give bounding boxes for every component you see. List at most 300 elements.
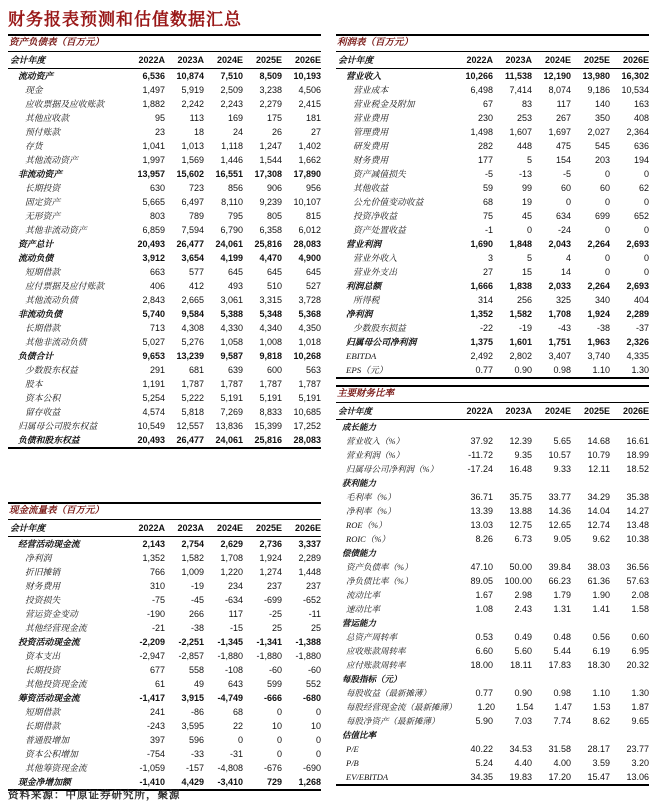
row-label: 研发费用 bbox=[353, 141, 389, 151]
page-title: 财务报表预测和估值数据汇总 bbox=[8, 10, 242, 29]
table-row bbox=[336, 546, 649, 560]
table-row bbox=[336, 349, 649, 363]
cell-value: 0 bbox=[276, 735, 282, 745]
cell-value: 9.65 bbox=[631, 716, 649, 726]
cell-value: 13.03 bbox=[470, 520, 493, 530]
cell-value: 2,143 bbox=[142, 539, 165, 549]
cell-value: -666 bbox=[263, 693, 282, 703]
cell-value: 282 bbox=[477, 141, 493, 151]
cell-value: 7,510 bbox=[220, 71, 243, 81]
cell-value: 4,470 bbox=[259, 253, 282, 263]
year-header: 2024E bbox=[216, 523, 243, 533]
cell-value: 1.30 bbox=[631, 365, 649, 375]
table-row bbox=[8, 419, 321, 433]
table-row bbox=[336, 770, 649, 784]
cell-value: 4,574 bbox=[142, 407, 165, 417]
cell-value: 37.92 bbox=[470, 436, 493, 446]
cell-value: 652 bbox=[633, 211, 649, 221]
cell-value: 14.68 bbox=[587, 436, 610, 446]
row-label: 流动负债 bbox=[18, 253, 54, 263]
row-label: 每股收益（最新摊薄） bbox=[346, 688, 432, 698]
cell-value: 723 bbox=[188, 183, 204, 193]
cell-value bbox=[610, 420, 649, 434]
table-row bbox=[336, 616, 649, 630]
cell-value: -11 bbox=[308, 609, 321, 619]
cell-value: 1,607 bbox=[509, 127, 532, 137]
cell-value: 1.20 bbox=[477, 702, 496, 712]
cell-value: 0 bbox=[526, 225, 532, 235]
table-row bbox=[336, 251, 649, 265]
cell-value: 13,980 bbox=[582, 71, 610, 81]
cell-value: 3,595 bbox=[181, 721, 204, 731]
cell-value: 577 bbox=[188, 267, 204, 277]
cell-value: 6,790 bbox=[220, 225, 243, 235]
table-row bbox=[8, 607, 321, 621]
cell-value: 8,074 bbox=[548, 85, 571, 95]
cell-value: -75 bbox=[151, 595, 165, 605]
income-statement-table bbox=[336, 34, 649, 379]
table-row bbox=[336, 448, 649, 462]
row-label: 营业利润 bbox=[346, 239, 382, 249]
row-label: 管理费用 bbox=[353, 127, 389, 137]
cell-value: 1,220 bbox=[220, 567, 243, 577]
table-row bbox=[8, 579, 321, 593]
cell-value: 3,915 bbox=[181, 693, 204, 703]
row-label: ROE（%） bbox=[346, 520, 387, 530]
header-label: 会计年度 bbox=[338, 406, 373, 416]
cell-value: 99 bbox=[521, 183, 532, 193]
cell-value: 4,199 bbox=[220, 253, 243, 263]
cell-value: 49 bbox=[193, 679, 204, 689]
cell-value: -25 bbox=[268, 609, 282, 619]
cell-value: 12.39 bbox=[509, 436, 532, 446]
year-header: 2026E bbox=[622, 406, 649, 416]
cell-value: 2,243 bbox=[220, 99, 243, 109]
cell-value: 5,368 bbox=[298, 309, 321, 319]
cell-value: 4,340 bbox=[259, 323, 282, 333]
cell-value: 60 bbox=[599, 183, 610, 193]
cell-value: 805 bbox=[266, 211, 282, 221]
cell-value: 1,268 bbox=[298, 777, 321, 787]
cell-value bbox=[610, 616, 649, 630]
cell-value: 1,544 bbox=[259, 155, 282, 165]
row-label: 毛利率（%） bbox=[346, 492, 396, 502]
cell-value: 5,191 bbox=[259, 393, 282, 403]
table-row bbox=[336, 672, 649, 686]
cell-value: -1,059 bbox=[139, 763, 165, 773]
row-label: 经营活动现金流 bbox=[18, 539, 80, 549]
cell-value bbox=[532, 728, 571, 742]
cell-value: 325 bbox=[555, 295, 571, 305]
cell-value: 1,058 bbox=[220, 337, 243, 347]
cell-value: 636 bbox=[633, 141, 649, 151]
year-header: 2026E bbox=[294, 55, 321, 65]
header-label: 会计年度 bbox=[10, 523, 46, 533]
table-row bbox=[336, 476, 649, 490]
cell-value bbox=[454, 420, 493, 434]
cell-value: 4,350 bbox=[298, 323, 321, 333]
cell-value: 18.11 bbox=[510, 660, 532, 670]
row-label: 归属母公司净利润（%） bbox=[346, 464, 439, 474]
table-row bbox=[8, 565, 321, 579]
cell-value: 40.22 bbox=[470, 744, 493, 754]
cell-value: 1,247 bbox=[259, 141, 282, 151]
cell-value: -108 bbox=[224, 665, 243, 675]
year-header: 2024E bbox=[216, 55, 243, 65]
cell-value: 0 bbox=[643, 197, 649, 207]
cell-value: 17.20 bbox=[548, 772, 571, 782]
cell-value: 5,222 bbox=[181, 393, 204, 403]
cell-value: 9.05 bbox=[553, 534, 571, 544]
cell-value: -38 bbox=[596, 323, 610, 333]
table-row bbox=[8, 537, 321, 551]
cell-value: 10,193 bbox=[293, 71, 321, 81]
cell-value: 5,348 bbox=[259, 309, 282, 319]
cell-value: 75 bbox=[482, 211, 493, 221]
cell-value: -31 bbox=[229, 749, 243, 759]
cell-value: 13.06 bbox=[626, 772, 649, 782]
cell-value: 68 bbox=[232, 707, 243, 717]
row-label: 获利能力 bbox=[342, 478, 377, 488]
cell-value: 2,289 bbox=[298, 553, 321, 563]
cell-value bbox=[571, 420, 610, 434]
cell-value: 38.03 bbox=[587, 562, 610, 572]
table-row bbox=[336, 321, 649, 335]
cell-value: 15,399 bbox=[254, 421, 282, 431]
cell-value: 643 bbox=[227, 679, 243, 689]
row-label: 其他非流动资产 bbox=[25, 225, 87, 235]
cell-value: 181 bbox=[305, 113, 321, 123]
cell-value: 1,498 bbox=[470, 127, 493, 137]
cell-value: -11.72 bbox=[468, 450, 493, 460]
cell-value: 253 bbox=[516, 113, 532, 123]
cell-value: 7,269 bbox=[220, 407, 243, 417]
table-row bbox=[8, 593, 321, 607]
cell-value: 408 bbox=[633, 113, 649, 123]
row-label: 每股经营现金流（最新摊薄） bbox=[346, 702, 457, 712]
cell-value: 6.60 bbox=[475, 646, 493, 656]
table-row bbox=[336, 462, 649, 476]
cell-value: -1,417 bbox=[139, 693, 165, 703]
cell-value: 1.47 bbox=[554, 702, 573, 712]
table-row bbox=[336, 111, 649, 125]
cell-value: -45 bbox=[190, 595, 204, 605]
cell-value: 0 bbox=[604, 253, 610, 263]
table-row bbox=[8, 621, 321, 635]
cell-value: 4 bbox=[565, 253, 571, 263]
cell-value: 448 bbox=[516, 141, 532, 151]
table-row bbox=[336, 363, 649, 377]
cell-value: 545 bbox=[594, 141, 610, 151]
cell-value: 3,912 bbox=[142, 253, 165, 263]
cell-value: 3,654 bbox=[181, 253, 204, 263]
row-label: 长期借款 bbox=[25, 721, 61, 731]
cell-value: -2,209 bbox=[139, 637, 165, 647]
cell-value: 6.73 bbox=[514, 534, 532, 544]
cell-value: 28.17 bbox=[587, 744, 610, 754]
cell-value: 9.33 bbox=[553, 464, 571, 474]
cell-value: 8,509 bbox=[259, 71, 282, 81]
cell-value bbox=[571, 616, 610, 630]
year-header: 2025E bbox=[583, 406, 610, 416]
year-header: 2026E bbox=[294, 523, 321, 533]
cell-value: 8,110 bbox=[221, 197, 243, 207]
row-label: 其他应收款 bbox=[25, 113, 69, 123]
cell-value: 5,388 bbox=[220, 309, 243, 319]
cell-value: 24 bbox=[232, 127, 243, 137]
cell-value: 0 bbox=[565, 197, 571, 207]
cell-value bbox=[571, 476, 610, 490]
cell-value: 397 bbox=[149, 735, 165, 745]
cell-value: 6,358 bbox=[259, 225, 282, 235]
cell-value: 7.03 bbox=[514, 716, 532, 726]
cell-value bbox=[532, 420, 571, 434]
cell-value: 677 bbox=[149, 665, 165, 675]
cell-value: 699 bbox=[594, 211, 610, 221]
cell-value: -1,388 bbox=[295, 637, 321, 647]
cell-value: 5,191 bbox=[298, 393, 321, 403]
table-row bbox=[336, 293, 649, 307]
cell-value: 1,446 bbox=[220, 155, 243, 165]
cell-value: 45 bbox=[521, 211, 532, 221]
cell-value: 5,740 bbox=[142, 309, 165, 319]
cell-value: 19 bbox=[521, 197, 532, 207]
row-label: 其他经营现金流 bbox=[25, 623, 87, 633]
cell-value bbox=[532, 616, 571, 630]
cell-value: -4,749 bbox=[217, 693, 243, 703]
cell-value: 34.29 bbox=[587, 492, 610, 502]
cell-value: 729 bbox=[266, 777, 282, 787]
row-label: 流动比率 bbox=[346, 590, 381, 600]
cell-value: 12.74 bbox=[587, 520, 610, 530]
cell-value: 527 bbox=[305, 281, 321, 291]
cell-value: 350 bbox=[594, 113, 610, 123]
cell-value: 713 bbox=[149, 323, 165, 333]
row-label: 无形资产 bbox=[25, 211, 61, 221]
cell-value bbox=[610, 476, 649, 490]
cell-value bbox=[454, 728, 493, 742]
cell-value: 6,859 bbox=[142, 225, 165, 235]
cell-value: 4.00 bbox=[553, 758, 571, 768]
table-row bbox=[8, 649, 321, 663]
cell-value: 2,665 bbox=[181, 295, 204, 305]
cell-value: -13 bbox=[518, 169, 532, 179]
cell-value: 234 bbox=[227, 581, 243, 591]
cell-value: 2,264 bbox=[587, 281, 610, 291]
cell-value: 1,708 bbox=[220, 553, 243, 563]
cell-value: 1.10 bbox=[592, 688, 610, 698]
cell-value: 10,874 bbox=[176, 71, 204, 81]
cell-value: 18.00 bbox=[470, 660, 493, 670]
cell-value: 8.62 bbox=[592, 716, 610, 726]
cell-value: 13.48 bbox=[626, 520, 649, 530]
cell-value: 66.23 bbox=[548, 576, 571, 586]
cell-value: 5,191 bbox=[220, 393, 243, 403]
cell-value: 2,754 bbox=[181, 539, 204, 549]
row-label: 其他非流动负债 bbox=[25, 337, 87, 347]
cell-value: 1.08 bbox=[475, 604, 493, 614]
cell-value: -19 bbox=[190, 581, 204, 591]
cell-value: 1.53 bbox=[592, 702, 611, 712]
row-label: P/E bbox=[346, 744, 359, 754]
cell-value: 5.60 bbox=[514, 646, 532, 656]
cell-value: 1.58 bbox=[631, 604, 649, 614]
cell-value: 2,843 bbox=[142, 295, 165, 305]
cell-value: 3 bbox=[487, 253, 493, 263]
cell-value: 61 bbox=[154, 679, 165, 689]
table-row bbox=[8, 733, 321, 747]
cell-value: 1.67 bbox=[475, 590, 493, 600]
cell-value: 2,242 bbox=[181, 99, 204, 109]
cell-value: 9.62 bbox=[592, 534, 610, 544]
cell-value: 6,497 bbox=[181, 197, 204, 207]
cell-value: 1,924 bbox=[259, 553, 282, 563]
table-row bbox=[336, 504, 649, 518]
cell-value: 4,429 bbox=[181, 777, 204, 787]
cell-value: 600 bbox=[266, 365, 282, 375]
cell-value: 34.35 bbox=[470, 772, 493, 782]
table-row bbox=[336, 658, 649, 672]
cell-value: 33.77 bbox=[548, 492, 571, 502]
cell-value: 1,402 bbox=[298, 141, 321, 151]
cell-value: 1,963 bbox=[587, 337, 610, 347]
table-title: 现金流量表（百万元） bbox=[8, 504, 321, 520]
cell-value: 26,477 bbox=[176, 435, 204, 445]
cell-value: 34.53 bbox=[509, 744, 532, 754]
table-row bbox=[8, 293, 321, 307]
table-row bbox=[336, 139, 649, 153]
cell-value: 36.71 bbox=[470, 492, 493, 502]
cell-value: 681 bbox=[188, 365, 204, 375]
row-label: 资产负债率（%） bbox=[346, 562, 413, 572]
cell-value: 5,919 bbox=[181, 85, 204, 95]
cell-value: -676 bbox=[263, 763, 282, 773]
cell-value: -60 bbox=[307, 665, 321, 675]
cell-value: -2,251 bbox=[178, 637, 204, 647]
row-label: P/B bbox=[346, 758, 359, 768]
table-row bbox=[8, 663, 321, 677]
cell-value: -17.24 bbox=[467, 464, 493, 474]
cell-value: 2,509 bbox=[220, 85, 243, 95]
cell-value: 177 bbox=[477, 155, 493, 165]
cell-value: -699 bbox=[263, 595, 282, 605]
cell-value: 1,882 bbox=[142, 99, 165, 109]
cell-value bbox=[532, 672, 571, 686]
cell-value: 14.27 bbox=[626, 506, 649, 516]
cell-value: 7.74 bbox=[553, 716, 571, 726]
table-row bbox=[8, 377, 321, 391]
row-label: 长期投资 bbox=[25, 183, 61, 193]
cell-value bbox=[454, 616, 493, 630]
cell-value: 4,330 bbox=[220, 323, 243, 333]
cell-value bbox=[493, 672, 532, 686]
cell-value: 0.49 bbox=[514, 632, 532, 642]
cell-value: 9,653 bbox=[142, 351, 165, 361]
row-label: 应收票据及应收账款 bbox=[25, 99, 105, 109]
cell-value: -37 bbox=[635, 323, 649, 333]
cell-value: 10 bbox=[310, 721, 321, 731]
cell-value: 0 bbox=[315, 735, 321, 745]
year-header: 2022A bbox=[138, 523, 165, 533]
row-label: 归属母公司股东权益 bbox=[18, 421, 98, 431]
cell-value: 0 bbox=[604, 169, 610, 179]
cell-value: 291 bbox=[149, 365, 165, 375]
cell-value: -60 bbox=[268, 665, 282, 675]
row-label: 负债合计 bbox=[18, 351, 54, 361]
cell-value: 0 bbox=[315, 749, 321, 759]
cell-value: 475 bbox=[555, 141, 571, 151]
row-label: 应付票据及应付账款 bbox=[25, 281, 105, 291]
cell-value: 803 bbox=[149, 211, 165, 221]
table-row bbox=[336, 265, 649, 279]
cell-value: 1,787 bbox=[181, 379, 204, 389]
cell-value: 1,697 bbox=[548, 127, 571, 137]
cell-value: 6,498 bbox=[470, 85, 493, 95]
cell-value: 117 bbox=[556, 99, 571, 109]
cell-value: 6,012 bbox=[298, 225, 321, 235]
cell-value: 0 bbox=[604, 225, 610, 235]
table-row bbox=[336, 686, 649, 700]
cell-value: 5.90 bbox=[475, 716, 493, 726]
cell-value: 856 bbox=[227, 183, 243, 193]
cell-value: 5,254 bbox=[142, 393, 165, 403]
cell-value: 20,493 bbox=[137, 239, 165, 249]
cell-value bbox=[571, 546, 610, 560]
cell-value: 3,238 bbox=[259, 85, 282, 95]
cell-value: 1,924 bbox=[587, 309, 610, 319]
cell-value: 10,685 bbox=[293, 407, 321, 417]
cell-value: 552 bbox=[305, 679, 321, 689]
row-label: 营业外收入 bbox=[353, 253, 397, 263]
cell-value: 2.43 bbox=[514, 604, 532, 614]
row-label: 折旧摊销 bbox=[25, 567, 61, 577]
cell-value: 510 bbox=[266, 281, 282, 291]
row-label: 现金 bbox=[25, 85, 43, 95]
cell-value: 11,538 bbox=[504, 71, 532, 81]
cell-value: 4,308 bbox=[181, 323, 204, 333]
cell-value: 67 bbox=[482, 99, 493, 109]
row-label: 少数股东权益 bbox=[25, 365, 78, 375]
cell-value: 60 bbox=[560, 183, 571, 193]
cell-value: 12,190 bbox=[543, 71, 571, 81]
row-label: 预付账款 bbox=[25, 127, 61, 137]
row-label: 应付账款周转率 bbox=[346, 660, 406, 670]
table-row bbox=[8, 209, 321, 223]
table-row bbox=[336, 700, 649, 714]
cell-value: 1,118 bbox=[221, 141, 243, 151]
cell-value: 25 bbox=[310, 623, 321, 633]
cell-value: -754 bbox=[146, 749, 165, 759]
cell-value: -15 bbox=[229, 623, 243, 633]
cell-value: 154 bbox=[555, 155, 571, 165]
table-row bbox=[8, 195, 321, 209]
cell-value: 256 bbox=[516, 295, 532, 305]
row-label: 营业收入 bbox=[346, 71, 382, 81]
row-label: 每股净资产（最新摊薄） bbox=[346, 716, 440, 726]
balance-sheet-table bbox=[8, 34, 321, 449]
cell-value: 28,083 bbox=[293, 435, 321, 445]
cell-value: 23.77 bbox=[626, 744, 649, 754]
year-header: 2022A bbox=[138, 55, 165, 65]
row-label: 资产处置收益 bbox=[353, 225, 406, 235]
cell-value: -33 bbox=[190, 749, 204, 759]
cell-value: 1,041 bbox=[142, 141, 165, 151]
cell-value: 630 bbox=[149, 183, 165, 193]
cell-value: 404 bbox=[633, 295, 649, 305]
cell-value: 14.36 bbox=[548, 506, 571, 516]
table-row bbox=[8, 153, 321, 167]
cell-value: 1.87 bbox=[631, 702, 650, 712]
